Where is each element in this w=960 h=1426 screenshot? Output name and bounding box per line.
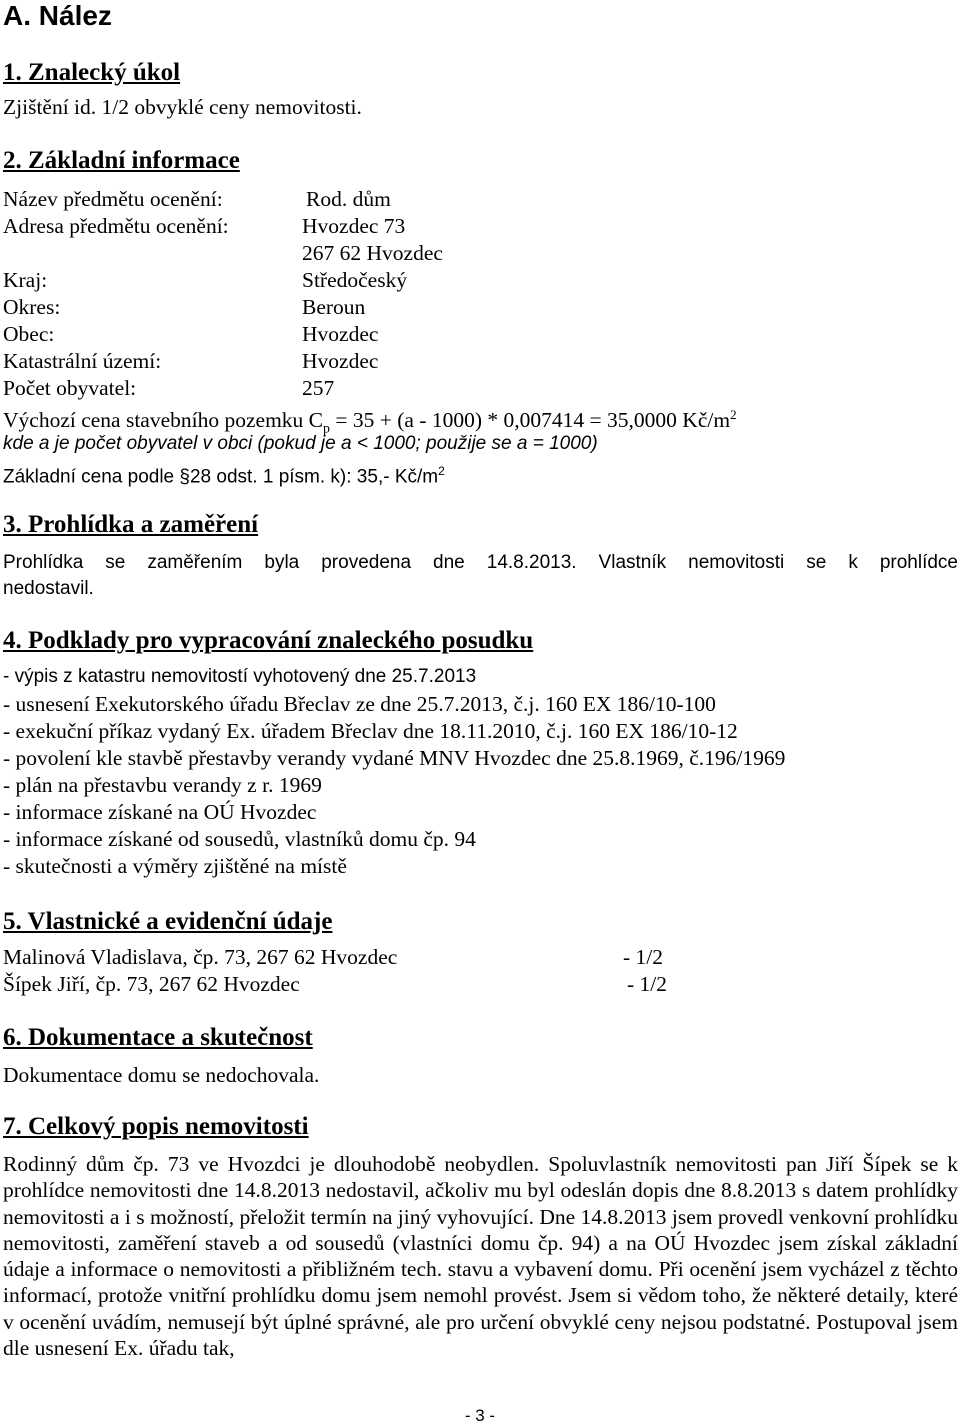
section-3-title: 3. Prohlídka a zaměření [3, 511, 259, 538]
list-item: - plán na přestavbu verandy z r. 1969 [3, 773, 322, 797]
section-1-title: 1. Znalecký úkol [3, 59, 181, 86]
formula-text: Výchozí cena stavebního pozemku C [3, 408, 324, 433]
info-label: Okres: [3, 295, 61, 319]
info-label: Kraj: [3, 268, 48, 292]
list-item: - usnesení Exekutorského úřadu Břeclav ze dne 25.7.2013, č.j. 160 EX 186/10-100 [3, 692, 716, 716]
list-item: - exekuční příkaz vydaný Ex. úřadem Břeclav dne 18.11.2010, č.j. 160 EX 186/10-12 [3, 719, 738, 743]
formula-result: = 35 + (a - 1000) * 0,007414 = 35,0000 Kč/m [330, 408, 731, 433]
info-label: Obec: [3, 322, 55, 346]
info-row [3, 186, 391, 212]
info-value: Beroun [302, 295, 366, 319]
section-7-text: Rodinný dům čp. 73 ve Hvozdci je dlouhodobě neobydlen. Spoluvlastník nemovitosti pan Jiří Šípek se k prohlídce nemovitosti dne 14.8.2013 nedostavil, ačkoliv mu byl odeslán dopis dne 8.8.2013 s datem prohlídky nemovitosti a i s možností, přeložit termín na jiný vyhovující. Dne 14.8.2013 jsem provedl venkovní prohlídku nemovitosti, zaměření staveb a od sousedů (vlastníci domu čp. 94) a na OÚ Hvozdec jsem získal základní údaje a informace o nemovitosti a přibližném tech. stavu a vybavení domu. Při ocenění jsem vycházel z těchto informací, protože vnitřní prohlídku domu jsem nemohl provést. Jsem si vědom toho, že některé detaily, které v ocenění uvádím, nemusejí být úplné správné, ale pro určení obvyklé ceny nejsou podstatné. Postupoval jsem dle usnesení Ex. úřadu tak, [3, 1152, 958, 1361]
info-row [3, 294, 366, 320]
list-item: - výpis z katastru nemovitostí vyhotovený dne 25.7.2013 [3, 666, 477, 687]
info-label: Katastrální území: [3, 349, 162, 373]
section-5-title: 5. Vlastnické a evidenční údaje [3, 908, 333, 935]
owner-name: Šípek Jiří, čp. 73, 267 62 Hvozdec [3, 972, 300, 996]
info-row [3, 213, 406, 239]
section-6-text: Dokumentace domu se nedochovala. [3, 1063, 320, 1087]
section-3-line1 [3, 548, 958, 576]
info-label: Adresa předmětu ocenění: [3, 214, 229, 238]
info-value: 257 [302, 376, 335, 400]
formula-note: kde a je počet obyvatel v obci (pokud je a < 1000; použije se a = 1000) [3, 433, 598, 454]
info-value: Hvozdec 73 [302, 214, 406, 238]
info-row [3, 348, 379, 374]
section-2-title: 2. Základní informace [3, 147, 240, 174]
section-4-title: 4. Podklady pro vypracování znaleckého posudku [3, 627, 534, 654]
owner-share: - 1/2 [623, 945, 664, 969]
formula-subscript: p [323, 421, 331, 437]
page-number: - 3 - [464, 1406, 496, 1425]
list-item: - informace získané od sousedů, vlastníků domu čp. 94 [3, 827, 476, 851]
owner-name: Malinová Vladislava, čp. 73, 267 62 Hvozdec [3, 945, 398, 969]
info-value: Hvozdec [302, 322, 379, 346]
main-heading: A. Nález [3, 0, 112, 31]
section-3-line2: nedostavil. [3, 578, 94, 599]
base-price-superscript: 2 [438, 464, 445, 478]
section-7-title: 7. Celkový popis nemovitosti [3, 1113, 309, 1140]
info-value: 267 62 Hvozdec [302, 241, 443, 265]
owner-share: - 1/2 [627, 972, 668, 996]
formula-superscript: 2 [730, 407, 737, 422]
list-item: - skutečnosti a výměry zjištěné na místě [3, 854, 347, 878]
info-row [3, 267, 408, 293]
info-row [3, 375, 335, 401]
info-label: Počet obyvatel: [3, 376, 137, 400]
list-item: - informace získané na OÚ Hvozdec [3, 800, 317, 824]
base-price-text: Základní cena podle §28 odst. 1 písm. k): 35,- Kč/m [3, 466, 439, 488]
info-value: Hvozdec [302, 349, 379, 373]
section-1-text: Zjištění id. 1/2 obvyklé ceny nemovitosti. [3, 95, 362, 119]
info-value: Rod. dům [306, 187, 391, 211]
info-label: Název předmětu ocenění: [3, 187, 223, 211]
list-item: - povolení kle stavbě přestavby verandy vydané MNV Hvozdec dne 25.8.1969, č.196/1969 [3, 746, 786, 770]
info-value: Středočeský [302, 268, 408, 292]
base-price [3, 458, 445, 490]
inspection-text: Prohlídka se zaměřením byla provedena dne 14.8.2013. Vlastník nemovitosti se k prohlídce [3, 552, 958, 573]
owner-row [3, 944, 958, 970]
section-6-title: 6. Dokumentace a skutečnost [3, 1024, 313, 1051]
owner-row [3, 971, 958, 997]
info-row [3, 321, 379, 347]
